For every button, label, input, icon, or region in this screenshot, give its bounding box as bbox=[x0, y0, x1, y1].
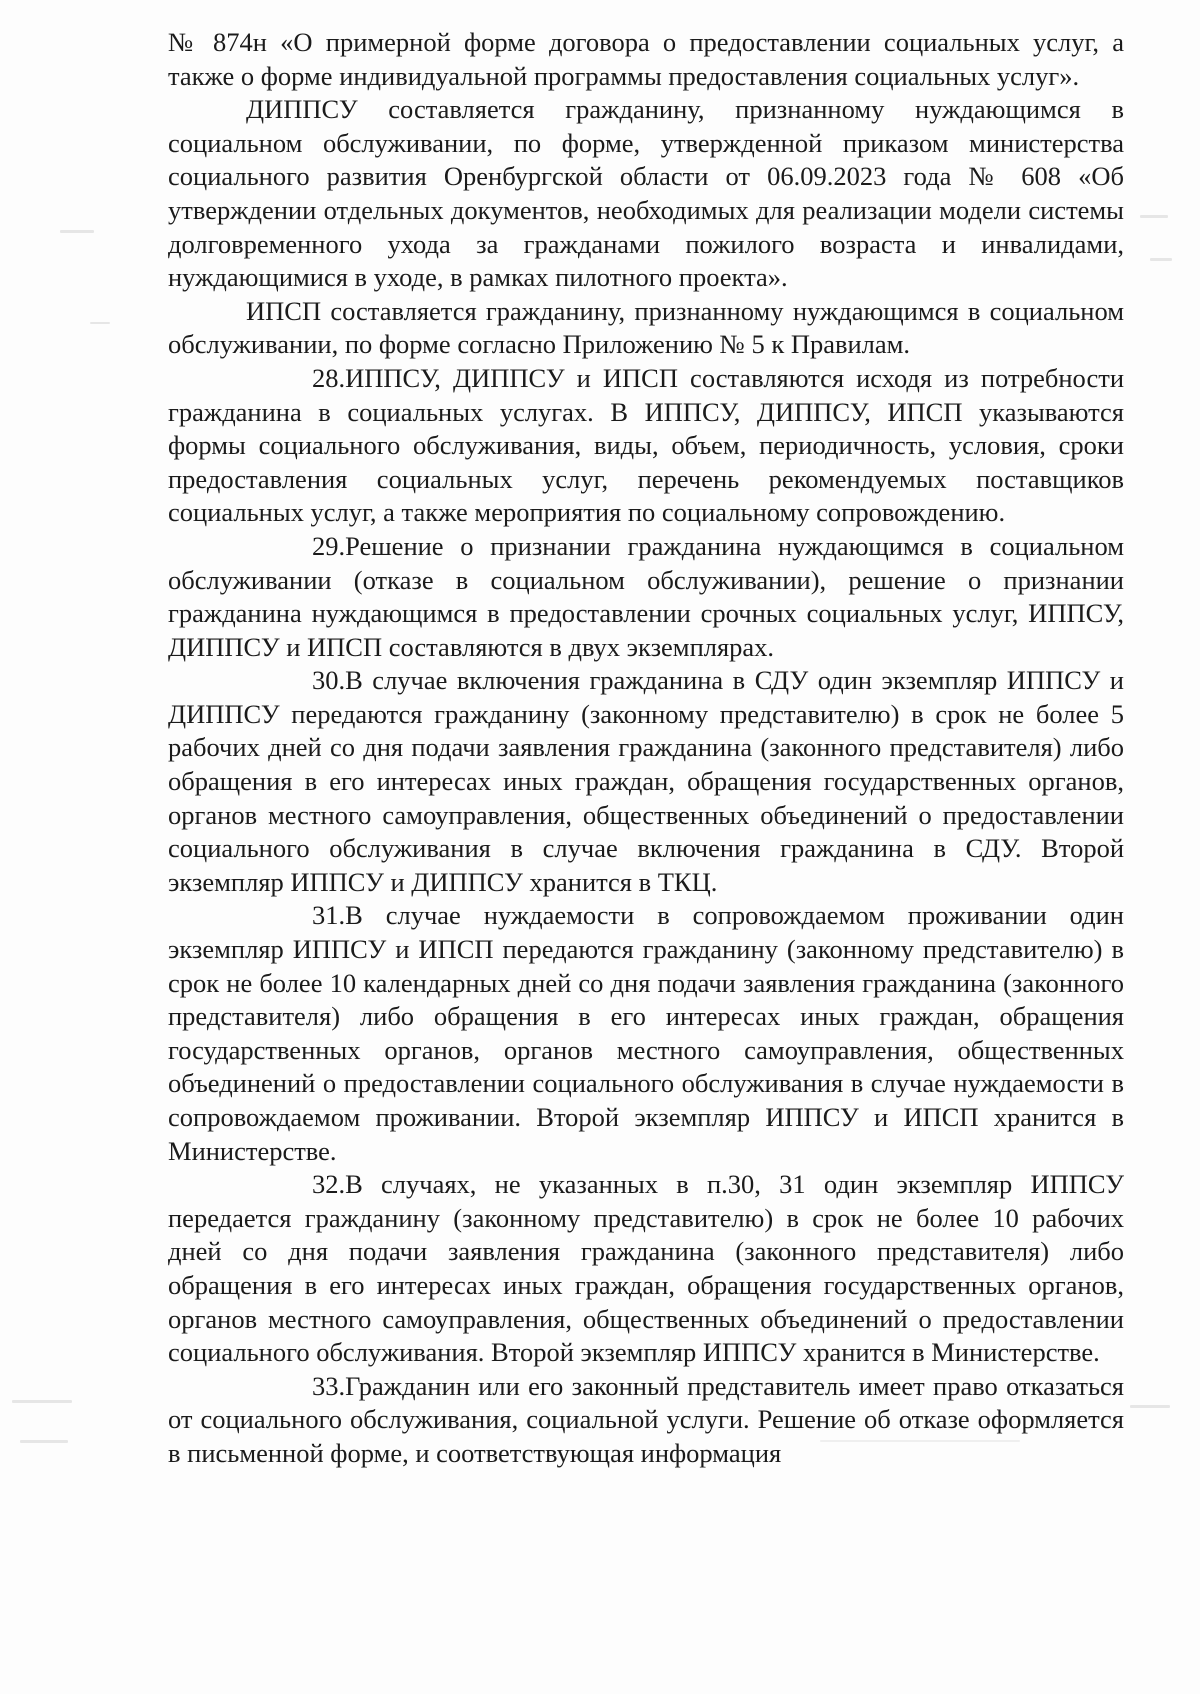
clause-number: 28. bbox=[312, 362, 346, 393]
clause-number: 30. bbox=[312, 665, 346, 696]
clause-text: Решение о признании гражданина нуждающимся в социальном обслуживании (отказе в социальном обслуживании), решение о признании гражданина нуждающимся в предоставлении срочных социальных услуг, ИППСУ, ДИППСУ и ИПСП составляются в двух экземплярах. bbox=[168, 530, 1124, 662]
dippsu-paragraph: ДИППСУ составляется гражданину, признанному нуждающимся в социальном обслуживании, по форме, утвержденной приказом министерства социального развития Оренбургской области от 06.09.2023 года № 608 «Об утверждении отдельных документов, необходимых для реализации модели системы долговременного ухода за гражданами пожилого возраста и инвалидами, нуждающимися в уходе, в рамках пилотного проекта». bbox=[168, 94, 1124, 293]
clause-33 bbox=[168, 1370, 1124, 1471]
scan-speck bbox=[1150, 258, 1172, 261]
clause-30 bbox=[168, 664, 1124, 899]
clause-number: 29. bbox=[312, 530, 346, 561]
scan-speck bbox=[12, 1400, 72, 1403]
clause-number: 31. bbox=[312, 900, 346, 931]
clause-31 bbox=[168, 899, 1124, 1168]
ipsp-paragraph: ИПСП составляется гражданину, признанному нуждающимся в социальном обслуживании, по форме согласно Приложению № 5 к Правилам. bbox=[168, 295, 1124, 360]
clause-29 bbox=[168, 530, 1124, 664]
scan-speck bbox=[20, 1440, 68, 1443]
document-body bbox=[168, 26, 1124, 1471]
scan-speck bbox=[1140, 215, 1168, 218]
clause-text: В случае включения гражданина в СДУ один экземпляр ИППСУ и ДИППСУ передаются гражданину (законному представителю) в срок не более 5 рабочих дней со дня подачи заявления гражданина (законного представителя) либо обращения в его интересах иных граждан, обращения государственных органов, органов местного самоуправления, общественных объединений о предоставлении социального обслуживания в случае включения гражданина в СДУ. Второй экземпляр ИППСУ и ДИППСУ хранится в ТКЦ. bbox=[168, 665, 1124, 897]
clause-text: Гражданин или его законный представитель имеет право отказаться от социального обслуживания, социальной услуги. Решение об отказе оформляется в письменной форме, и соответствующая информация bbox=[168, 1370, 1124, 1468]
intro-paragraph: № 874н «О примерной форме договора о предоставлении социальных услуг, а также о форме индивидуальной программы предоставления социальных услуг». bbox=[168, 27, 1124, 91]
clause-number: 32. bbox=[312, 1169, 346, 1200]
clause-28 bbox=[168, 362, 1124, 530]
clause-number: 33. bbox=[312, 1370, 346, 1401]
scan-speck bbox=[60, 230, 94, 233]
scan-speck bbox=[1130, 1405, 1170, 1408]
clause-text: ИППСУ, ДИППСУ и ИПСП составляются исходя из потребности гражданина в социальных услугах. В ИППСУ, ДИППСУ, ИПСП указываются формы социального обслуживания, виды, объем, периодичность, условия, сроки предоставления социальных услуг, перечень рекомендуемых поставщиков социальных услуг, а также мероприятия по социальному сопровождению. bbox=[168, 362, 1124, 528]
scan-speck bbox=[90, 322, 110, 324]
clause-text: В случаях, не указанных в п.30, 31 один экземпляр ИППСУ передается гражданину (законному представителю) в срок не более 10 рабочих дней со дня подачи заявления гражданина (законного представителя) либо обращения в его интересах иных граждан, обращения государственных органов, органов местного самоуправления, общественных объединений о предоставлении социального обслуживания. Второй экземпляр ИППСУ хранится в Министерстве. bbox=[168, 1169, 1124, 1368]
clause-32 bbox=[168, 1168, 1124, 1370]
clause-text: В случае нуждаемости в сопровождаемом проживании один экземпляр ИППСУ и ИПСП передаются гражданину (законному представителю) в срок не более 10 календарных дней со дня подачи заявления гражданина (законного представителя) либо обращения в его интересах иных граждан, обращения государственных органов, органов местного самоуправления, общественных объединений о предоставлении социального обслуживания в случае нуждаемости в сопровождаемом проживании. Второй экземпляр ИППСУ и ИПСП хранится в Министерстве. bbox=[168, 900, 1124, 1166]
